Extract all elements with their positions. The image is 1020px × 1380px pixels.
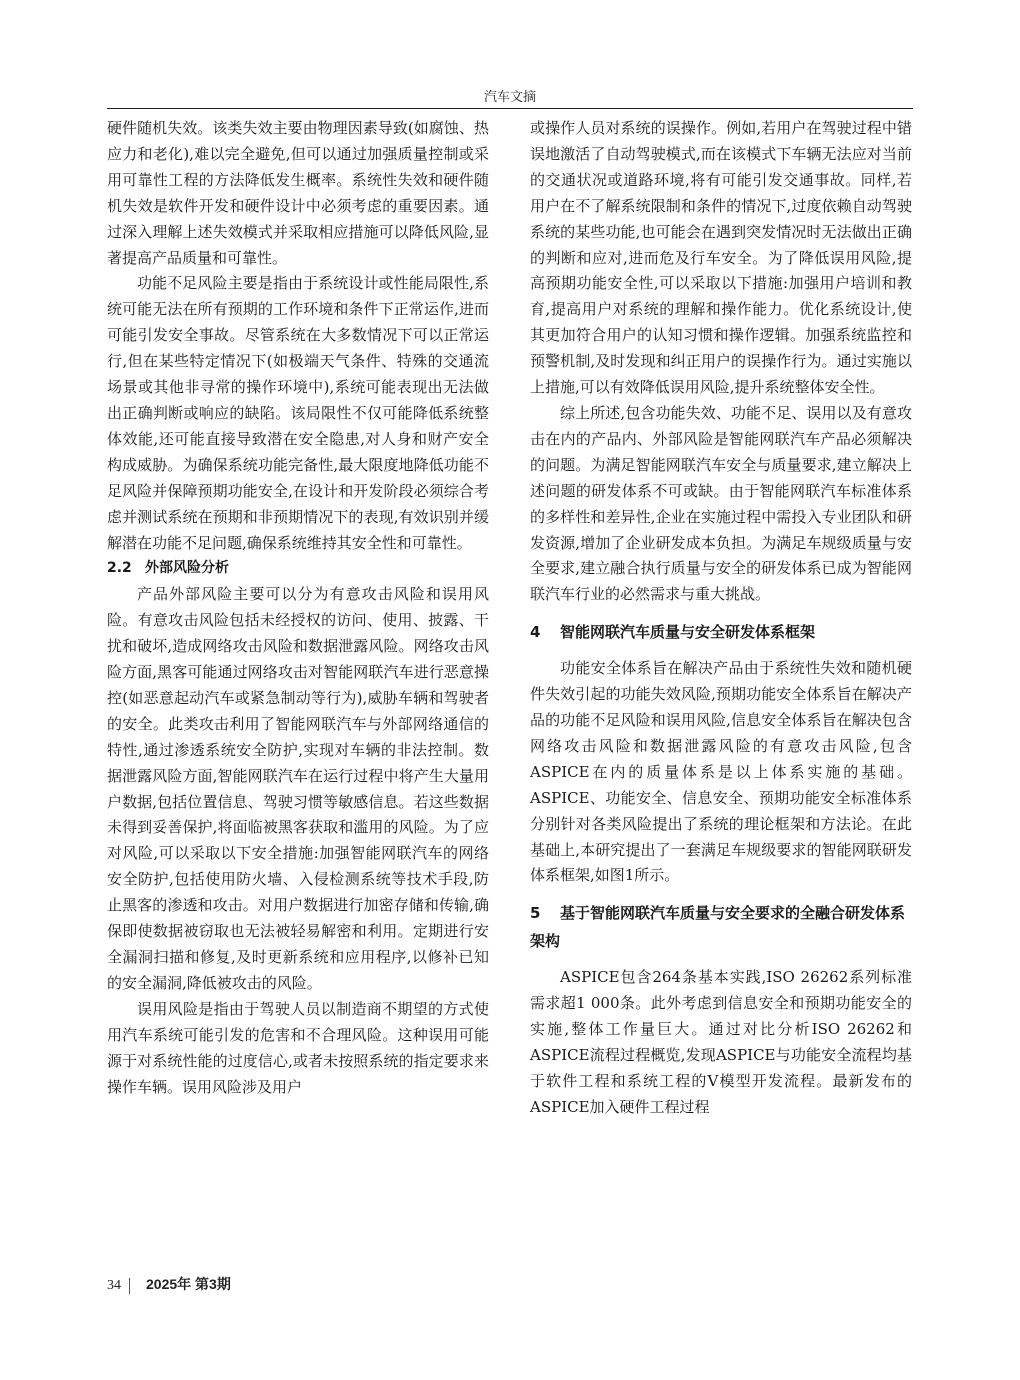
section-title: 基于智能网联汽车质量与安全要求的全融合研发体系架构 <box>530 904 906 951</box>
paragraph: 硬件随机失效。该类失效主要由物理因素导致(如腐蚀、热应力和老化),难以完全避免,但可以通过加强质量控制或采用可靠性工程的方法降低发生概率。系统性失效和硬件随机失效是软件开发和硬件设计中必须考虑的重要因素。通过深入理解上述失效模式并采取相应措施可以降低风险,显著提高产品质量和可靠性。 <box>107 119 489 267</box>
section-title: 智能网联汽车质量与安全研发体系框架 <box>560 623 816 642</box>
right-column <box>530 116 912 1121</box>
left-column <box>107 116 489 1100</box>
paragraph: 功能安全体系旨在解决产品由于系统性失效和随机硬件失效引起的功能失效风险,预期功能安全体系旨在解决产品的功能不足风险和误用风险,信息安全体系旨在解决包含网络攻击风险和数据泄露风险的有意攻击风险,包含ASPICE在内的质量体系是以上体系实施的基础。ASPICE、功能安全、信息安全、预期功能安全标准体系分别针对各类风险提出了系统的理论框架和方法论。在此基础上,本研究提出了一套满足车规级要求的智能网联研发体系框架,如图1所示。 <box>530 659 912 885</box>
section-title: 外部风险分析 <box>145 560 229 577</box>
issue-label: 2025年 第3期 <box>146 1276 231 1292</box>
page-number: 34 <box>107 1278 130 1294</box>
paragraph: 产品外部风险主要可以分为有意攻击风险和误用风险。有意攻击风险包括未经授权的访问、使用、披露、干扰和破坏,造成网络攻击风险和数据泄露风险。网络攻击风险方面,黑客可能通过网络攻击对智能网联汽车进行恶意操控(如恶意起动汽车或紧急制动等行为),威胁车辆和驾驶者的安全。此类攻击利用了智能网联汽车与外部网络通信的特性,通过渗透系统安全防护,实现对车辆的非法控制。数据泄露风险方面,智能网联汽车在运行过程中将产生大量用户数据,包括位置信息、驾驶习惯等敏感信息。若这些数据未得到妥善保护,将面临被黑客获取和滥用的风险。为了应对风险,可以采取以下安全措施:加强智能网联汽车的网络安全防护,包括使用防火墙、入侵检测系统等技术手段,防止黑客的渗透和攻击。对用户数据进行加密存储和传输,确保即使数据被窃取也无法被轻易解密和利用。定期进行安全漏洞扫描和修复,及时更新系统和应用程序,以修补已知的安全漏洞,降低被攻击的风险。 <box>107 585 489 992</box>
paragraph: 或操作人员对系统的误操作。例如,若用户在驾驶过程中错误地激活了自动驾驶模式,而在该模式下车辆无法应对当前的交通状况或道路环境,将有可能引发交通事故。同样,若用户在不了解系统限制和条件的情况下,过度依赖自动驾驶系统的某些功能,也可能会在遇到突发情况时无法做出正确的判断和应对,进而危及行车安全。为了降低误用风险,提高预期功能安全性,可以采取以下措施:加强用户培训和教育,提高用户对系统的理解和操作能力。优化系统设计,使其更加符合用户的认知习惯和操作逻辑。加强系统监控和预警机制,及时发现和纠正用户的误操作行为。通过实施以上措施,可以有效降低误用风险,提升系统整体安全性。 <box>530 119 912 397</box>
section-number: 2.2 <box>107 560 132 577</box>
section-heading-4 <box>530 618 912 646</box>
paragraph: 综上所述,包含功能失效、功能不足、误用以及有意攻击在内的产品内、外部风险是智能网联汽车产品必须解决的问题。为满足智能网联汽车安全与质量要求,建立解决上述问题的研发体系不可或缺。由于智能网联汽车标准体系的多样性和差异性,企业在实施过程中需投入专业团队和研发资源,增加了企业研发成本负担。为满足车规级质量与安全要求,建立融合执行质量与安全的研发体系已成为智能网联汽车行业的必然需求与重大挑战。 <box>530 403 912 604</box>
paragraph: 误用风险是指由于驾驶人员以制造商不期望的方式使用汽车系统可能引发的危害和不合理风险。这种误用可能源于对系统性能的过度信心,或者未按照系统的指定要求来操作车辆。误用风险涉及用户 <box>107 999 489 1096</box>
paragraph: 功能不足风险主要是指由于系统设计或性能局限性,系统可能无法在所有预期的工作环境和条件下正常运作,进而可能引发安全事故。尽管系统在大多数情况下可以正常运行,但在某些特定情况下(如极端天气条件、特殊的交通流场景或其他非寻常的操作环境中),系统可能表现出无法做出正确判断或响应的缺陷。该局限性不仅可能降低系统整体效能,还可能直接导致潜在安全隐患,对人身和财产安全构成威胁。为确保系统功能完备性,最大限度地降低功能不足风险并保障预期功能安全,在设计和开发阶段必须综合考虑并测试系统在预期和非预期情况下的表现,有效识别并缓解潜在功能不足问题,确保系统维持其安全性和可靠性。 <box>107 274 489 552</box>
section-number: 5 <box>530 904 541 923</box>
running-head: 汽车文摘 <box>483 90 536 105</box>
paragraph: ASPICE包含264条基本实践,ISO 26262系列标准需求超1 000条。此外考虑到信息安全和预期功能安全的实施,整体工作量巨大。通过对比分析ISO 26262和ASPICE流程过程概览,发现ASPICE与功能安全流程均基于软件工程和系统工程的V模型开发流程。最新发布的ASPICE加入硬件工程过程 <box>530 968 912 1116</box>
section-heading-5 <box>530 899 912 955</box>
section-heading-2-2 <box>107 556 489 582</box>
page-footer <box>107 1274 231 1294</box>
header-rule <box>107 108 913 109</box>
section-number: 4 <box>530 623 541 642</box>
